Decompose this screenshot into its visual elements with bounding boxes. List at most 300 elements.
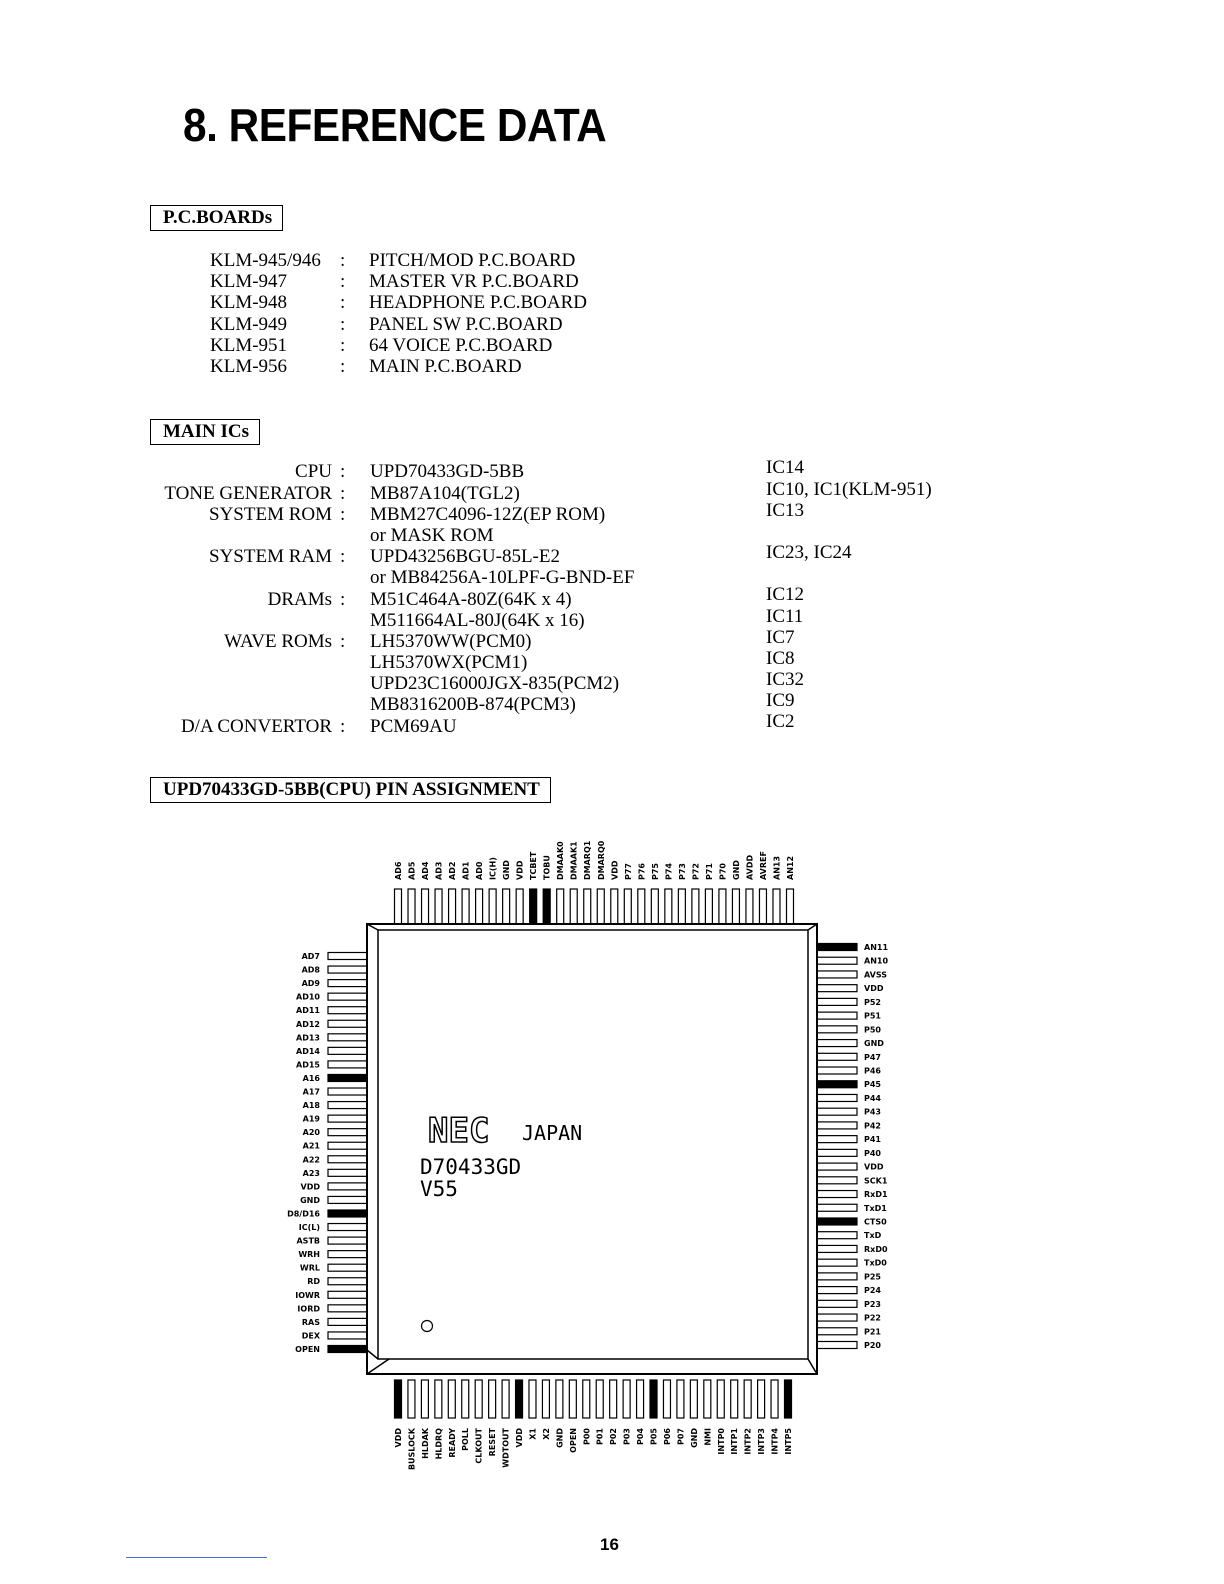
pin <box>637 1380 644 1418</box>
pin-label: A20 <box>302 1128 320 1138</box>
pin-label: INTP4 <box>770 1428 780 1455</box>
pin-label: AD7 <box>301 952 320 961</box>
pin <box>570 889 577 924</box>
pin <box>690 1380 697 1418</box>
pin-label: P45 <box>864 1080 881 1090</box>
pin <box>731 1380 738 1418</box>
ic-reference: IC23, IC24 <box>766 542 852 563</box>
pin-label: P02 <box>609 1428 619 1445</box>
pin <box>704 1380 711 1418</box>
pin-label: ASTB <box>296 1236 320 1246</box>
pin-label: D8/D16 <box>287 1209 320 1219</box>
ic-reference: IC7 <box>766 627 795 648</box>
pin-label: IOWR <box>295 1290 320 1300</box>
ic-reference: IC2 <box>766 711 795 732</box>
pin <box>817 1245 857 1252</box>
pin <box>610 1380 617 1418</box>
pin-label: TxD0 <box>864 1258 887 1268</box>
pin <box>435 889 442 924</box>
pin-label: A16 <box>302 1073 320 1083</box>
pin-label: CLKOUT <box>474 1428 484 1464</box>
pin <box>817 1149 857 1156</box>
pin <box>817 1012 857 1019</box>
pin-label: AD12 <box>296 1019 320 1029</box>
pin-label: P40 <box>864 1148 881 1158</box>
pin <box>817 957 857 964</box>
pin <box>529 1380 536 1418</box>
pin-label: INTP3 <box>757 1428 767 1455</box>
pin-label: AD0 <box>475 861 485 880</box>
pin <box>817 1108 857 1115</box>
pin <box>328 953 367 960</box>
pin <box>328 1196 367 1203</box>
pin <box>462 889 469 924</box>
pin <box>328 1129 367 1136</box>
pinassign-heading: UPD70433GD-5BB(CPU) PIN ASSIGNMENT <box>150 777 551 803</box>
pin <box>817 1067 857 1074</box>
pin <box>732 889 739 924</box>
pcboard-code: KLM-951 <box>210 334 288 356</box>
pin-label: RESET <box>488 1428 498 1457</box>
pin-label: INTP2 <box>743 1428 753 1455</box>
ic-function-label: WAVE ROMs <box>224 631 332 652</box>
pin-label: IORD <box>297 1304 320 1314</box>
pin-label: TOBU <box>542 855 552 880</box>
pcboard-code: KLM-945/946 <box>210 250 321 271</box>
pin-label: P00 <box>582 1428 592 1445</box>
pin-label: A21 <box>302 1141 320 1151</box>
pin <box>817 1342 857 1349</box>
ic-part-number: M51C464A-80Z(64K x 4) <box>370 589 572 610</box>
pin-label: AD14 <box>296 1046 320 1056</box>
pin <box>408 889 415 924</box>
pin-label: P47 <box>864 1052 881 1062</box>
pin <box>758 1380 765 1418</box>
pcboard-desc: 64 VOICE P.C.BOARD <box>369 334 553 356</box>
pin-label: P73 <box>677 863 687 880</box>
pin <box>817 1081 857 1088</box>
pin <box>448 1380 455 1418</box>
pin <box>817 1136 857 1143</box>
pin <box>785 1380 792 1418</box>
pin-label: AD11 <box>296 1006 320 1016</box>
pin <box>717 1380 724 1418</box>
pin-label: P43 <box>864 1107 881 1117</box>
ic-part-number: M511664AL-80J(64K x 16) <box>370 610 585 631</box>
pin <box>421 1380 428 1418</box>
pin <box>651 889 658 924</box>
pin <box>624 889 631 924</box>
pin-label: TxD1 <box>864 1203 887 1213</box>
ic-reference: IC14 <box>766 457 804 478</box>
pin-label: P50 <box>864 1025 881 1035</box>
pin-label: RAS <box>301 1317 320 1327</box>
pin <box>530 889 537 924</box>
pin-label: A22 <box>302 1155 320 1165</box>
pin <box>817 1232 857 1239</box>
mainics-heading: MAIN ICs <box>150 419 260 445</box>
pin <box>556 1380 563 1418</box>
pin <box>503 889 510 924</box>
pin <box>817 985 857 992</box>
pin <box>502 1380 509 1418</box>
pin-label: AD9 <box>301 979 320 989</box>
separator-colon: : <box>340 483 346 504</box>
pin <box>623 1380 630 1418</box>
pin <box>516 889 523 924</box>
pin-label: X2 <box>541 1428 551 1440</box>
page-title: 8. REFERENCE DATA <box>183 99 607 151</box>
pin <box>328 980 367 987</box>
separator-colon: : <box>340 313 346 335</box>
pin-label: IC(L) <box>298 1223 320 1233</box>
pin <box>663 1380 670 1418</box>
pin-label: AN11 <box>864 943 889 952</box>
pin-label: P06 <box>662 1428 672 1445</box>
pin-label: NMI <box>703 1428 713 1446</box>
pin <box>462 1380 469 1418</box>
pin <box>328 1318 367 1325</box>
pin <box>328 1047 367 1054</box>
pin <box>584 889 591 924</box>
ic-reference: IC11 <box>766 606 804 627</box>
pin <box>817 1094 857 1101</box>
pin-label: POLL <box>461 1428 471 1451</box>
pin-label: P04 <box>636 1428 646 1445</box>
pin-label: P24 <box>864 1286 881 1296</box>
pin-label: AVSS <box>864 970 888 980</box>
footer-line <box>126 1557 267 1558</box>
pin-label: AD3 <box>434 861 444 880</box>
pin <box>557 889 564 924</box>
pin <box>328 1278 367 1285</box>
pin <box>328 1074 367 1081</box>
pin <box>328 1156 367 1163</box>
pcboard-desc: HEADPHONE P.C.BOARD <box>369 292 587 314</box>
pin-label: VDD <box>394 1428 403 1448</box>
pin <box>787 889 794 924</box>
pin <box>817 1273 857 1280</box>
pin <box>817 944 857 951</box>
pin <box>771 1380 778 1418</box>
pcboard-code: KLM-947 <box>210 271 288 293</box>
nec-logo: NEC <box>428 1111 490 1151</box>
pin-label: GND <box>689 1428 699 1448</box>
ic-part-number: MB87A104(TGL2) <box>370 483 520 504</box>
pin <box>328 1237 367 1244</box>
pin-label: P41 <box>864 1135 881 1145</box>
pin-label: P25 <box>864 1272 881 1282</box>
pin <box>328 1034 367 1041</box>
pin <box>583 1380 590 1418</box>
pin-label: A17 <box>302 1087 320 1097</box>
pin <box>596 1380 603 1418</box>
separator-colon: : <box>340 546 346 567</box>
pin <box>744 1380 751 1418</box>
pin-label: DMARQ0 <box>596 840 606 880</box>
pin <box>395 889 402 924</box>
pin-label: DMAAK1 <box>569 841 579 880</box>
pin-label: AD4 <box>421 861 431 880</box>
pin-label: TCBET <box>529 851 539 880</box>
pcboard-desc: MASTER VR P.C.BOARD <box>369 271 579 293</box>
pin <box>328 1291 367 1298</box>
pin <box>489 889 496 924</box>
pcboard-code: KLM-949 <box>210 313 288 335</box>
pin-label: P46 <box>864 1066 881 1076</box>
ic-function-label: DRAMs <box>267 589 332 610</box>
pin-label: P51 <box>864 1011 881 1021</box>
pin <box>611 889 618 924</box>
pin-label: VDD <box>515 1428 525 1448</box>
separator-colon: : <box>340 356 346 377</box>
pin <box>516 1380 523 1418</box>
ic-reference: IC32 <box>766 669 804 690</box>
pin-label: AD6 <box>394 861 403 880</box>
pin-label: BUSLOCK <box>407 1428 417 1471</box>
pin <box>817 1191 857 1198</box>
pin-label: P21 <box>864 1327 881 1337</box>
pin <box>542 1380 549 1418</box>
pin <box>328 1210 367 1217</box>
pin <box>328 1115 367 1122</box>
pin <box>476 889 483 924</box>
pin <box>817 1040 857 1047</box>
pin-label: VDD <box>864 1162 884 1172</box>
pin-label: P74 <box>664 863 674 880</box>
ic-reference: IC13 <box>766 500 804 521</box>
pin-label: P05 <box>649 1428 659 1445</box>
pin-label: GND <box>864 1039 884 1049</box>
pin-label: P77 <box>623 863 633 880</box>
pin-label: AD2 <box>448 861 458 880</box>
pin <box>328 1142 367 1149</box>
pin <box>543 889 550 924</box>
pin-label: P44 <box>864 1093 881 1103</box>
pin-label: RxD0 <box>864 1244 888 1254</box>
pin-label: P23 <box>864 1299 881 1309</box>
pin <box>759 889 766 924</box>
pcboard-code: KLM-956 <box>210 356 288 377</box>
pin-label: HLDAK <box>420 1428 430 1459</box>
pin <box>817 1163 857 1170</box>
pin-label: CTS0 <box>864 1217 887 1227</box>
pin-label: AD10 <box>296 992 320 1002</box>
separator-colon: : <box>340 716 346 737</box>
pin <box>817 1204 857 1211</box>
pin <box>328 1088 367 1095</box>
top-pins <box>394 840 795 924</box>
chip-part-number: D70433GD <box>420 1155 522 1179</box>
ic-reference: IC10, IC1(KLM-951) <box>766 479 932 500</box>
pin <box>773 889 780 924</box>
pin-label: A19 <box>302 1114 320 1124</box>
pin-label: A23 <box>302 1168 320 1178</box>
pin-label: AVREF <box>758 851 768 880</box>
bottom-pins <box>394 1380 793 1470</box>
pin-label: X1 <box>528 1428 538 1440</box>
pin-label: RxD1 <box>864 1190 888 1200</box>
chip-version: V55 <box>420 1177 458 1201</box>
pin <box>395 1380 402 1418</box>
pin-label: AD8 <box>301 965 320 975</box>
pin-label: AN13 <box>772 855 782 880</box>
pin-label: READY <box>447 1428 457 1458</box>
pin <box>665 889 672 924</box>
pin-label: GND <box>300 1195 320 1205</box>
pin <box>746 889 753 924</box>
pin-label: AD5 <box>407 861 417 880</box>
pin-label: P01 <box>595 1428 605 1445</box>
pcboard-desc: PANEL SW P.C.BOARD <box>369 313 563 335</box>
pcboards-heading: P.C.BOARDs <box>150 205 283 231</box>
pin-label: DMARQ1 <box>583 840 593 880</box>
pin <box>817 998 857 1005</box>
ic-function-label: SYSTEM ROM <box>209 504 332 525</box>
ic-reference: IC8 <box>766 648 795 669</box>
pin <box>328 1007 367 1014</box>
pin <box>817 1053 857 1060</box>
pin <box>817 1122 857 1129</box>
pin-label: GND <box>502 860 512 880</box>
separator-colon: : <box>340 292 346 314</box>
ic-part-number: or MB84256A-10LPF-G-BND-EF <box>370 567 635 588</box>
pin <box>817 1259 857 1266</box>
pin-label: INTP1 <box>730 1428 740 1455</box>
separator-colon: : <box>340 271 346 293</box>
pin-label: P20 <box>864 1341 881 1350</box>
ic-function-label: D/A CONVERTOR <box>180 716 332 737</box>
pin-label: WRL <box>299 1263 320 1273</box>
pin-label: P03 <box>622 1428 632 1445</box>
pin-label: GND <box>555 1428 565 1448</box>
pin-label: GND <box>731 860 741 880</box>
pin-label: TxD <box>864 1231 882 1241</box>
pin-label: AVDD <box>745 854 755 880</box>
pcboard-desc: MAIN P.C.BOARD <box>369 356 522 377</box>
pin-label: P42 <box>864 1121 881 1131</box>
pin <box>328 966 367 973</box>
pin-label: AN10 <box>864 956 889 966</box>
pin <box>817 1287 857 1294</box>
pin <box>597 889 604 924</box>
ic-function-label: TONE GENERATOR <box>164 483 332 504</box>
separator-colon: : <box>340 461 346 482</box>
right-pins <box>817 943 888 1350</box>
pin-label: VDD <box>864 984 884 994</box>
pin <box>650 1380 657 1418</box>
pin-label: P75 <box>650 863 660 880</box>
pin <box>817 1218 857 1225</box>
pin <box>328 1224 367 1231</box>
pin <box>449 889 456 924</box>
pin-label: AD13 <box>296 1033 320 1043</box>
page-number: 16 <box>600 1535 619 1554</box>
pin <box>817 1177 857 1184</box>
pin <box>408 1380 415 1418</box>
pin <box>817 1026 857 1033</box>
ic-part-number: UPD70433GD-5BB <box>370 461 525 482</box>
ic-part-number: or MASK ROM <box>370 525 494 546</box>
pin <box>638 889 645 924</box>
pin <box>422 889 429 924</box>
pin <box>678 889 685 924</box>
pin-label: VDD <box>300 1182 320 1192</box>
pin <box>692 889 699 924</box>
ic-part-number: UPD23C16000JGX-835(PCM2) <box>370 673 620 694</box>
pin-label: RD <box>307 1277 320 1287</box>
pin <box>328 1332 367 1339</box>
ic-function-label: CPU <box>295 461 332 482</box>
ic-part-number: LH5370WX(PCM1) <box>370 652 528 673</box>
pcboard-desc: PITCH/MOD P.C.BOARD <box>369 250 576 271</box>
pin <box>328 1251 367 1258</box>
pin <box>328 1346 367 1353</box>
pin <box>817 1328 857 1335</box>
pin-label: P71 <box>704 863 714 880</box>
left-pins <box>287 952 367 1354</box>
pin-label: A18 <box>302 1101 320 1111</box>
separator-colon: : <box>340 334 346 356</box>
pin <box>328 1102 367 1109</box>
separator-colon: : <box>340 504 346 525</box>
pin-label: WDTOUT <box>501 1428 511 1468</box>
pin-label: OPEN <box>295 1345 320 1354</box>
ic-reference: IC12 <box>766 584 804 605</box>
ic-function-label: SYSTEM RAM <box>209 546 332 567</box>
separator-colon: : <box>340 589 346 610</box>
pin-label: P22 <box>864 1313 881 1323</box>
pin-label: VDD <box>610 860 620 880</box>
pin <box>489 1380 496 1418</box>
chip-country: JAPAN <box>522 1121 583 1145</box>
pin-label: DMAAK0 <box>556 841 566 880</box>
pin-label: INTP5 <box>784 1428 793 1455</box>
pin-label: P76 <box>637 863 647 880</box>
pin <box>328 1020 367 1027</box>
pin <box>817 1300 857 1307</box>
separator-colon: : <box>340 250 346 271</box>
pin-label: INTP0 <box>716 1428 726 1455</box>
pin <box>705 889 712 924</box>
pin <box>719 889 726 924</box>
ic-part-number: MB8316200B-874(PCM3) <box>370 694 576 715</box>
pin-label: P52 <box>864 997 881 1007</box>
pin-label: P70 <box>718 863 728 880</box>
pin-label: WRH <box>298 1250 320 1260</box>
pin <box>328 1183 367 1190</box>
pin-label: OPEN <box>568 1428 578 1453</box>
ic-part-number: UPD43256BGU-85L-E2 <box>370 546 560 567</box>
pin <box>817 971 857 978</box>
pin-label: P72 <box>691 863 701 880</box>
pcboard-code: KLM-948 <box>210 292 288 314</box>
pin-label: DEX <box>301 1331 320 1341</box>
ic-part-number: PCM69AU <box>370 716 457 737</box>
pin-label: IC(H) <box>488 857 498 880</box>
pin-label: VDD <box>515 860 525 880</box>
pin <box>677 1380 684 1418</box>
pin <box>328 993 367 1000</box>
pin-label: AD1 <box>461 861 471 880</box>
ic-part-number: MBM27C4096-12Z(EP ROM) <box>370 504 606 525</box>
pin <box>817 1314 857 1321</box>
pin-label: SCK1 <box>864 1176 888 1186</box>
pin-label: AD15 <box>296 1060 320 1070</box>
pin-label: HLDRQ <box>434 1428 444 1460</box>
pin-label: P07 <box>676 1428 686 1445</box>
pin <box>328 1305 367 1312</box>
